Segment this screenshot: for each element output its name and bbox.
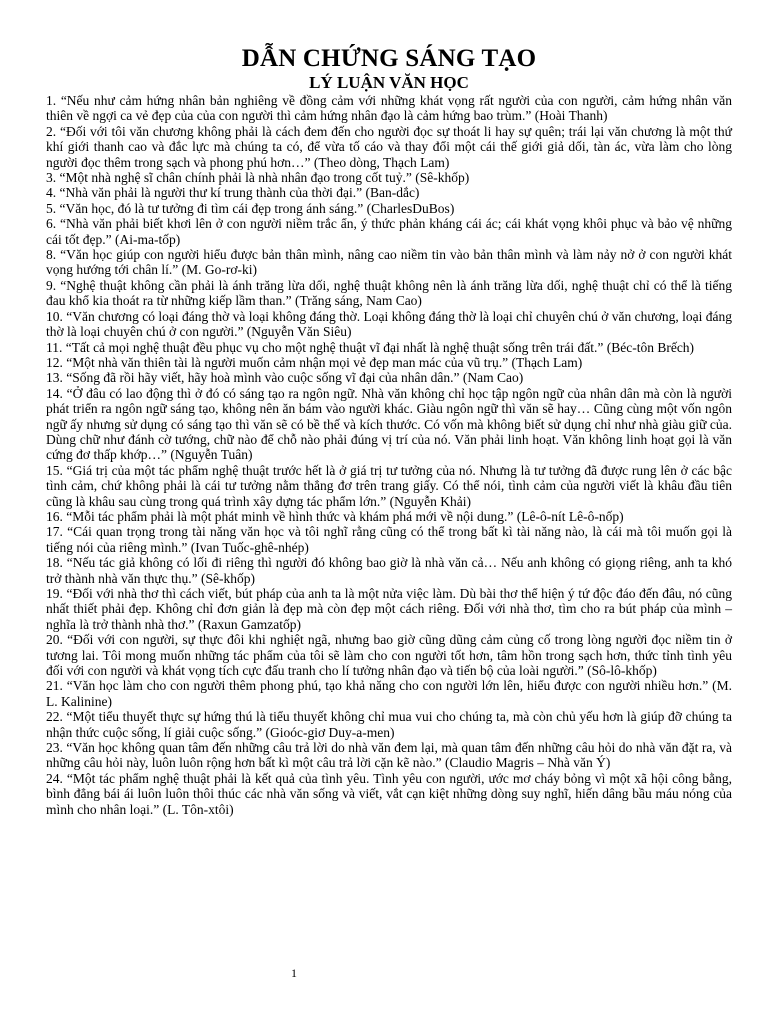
page-number: 1 [291, 966, 297, 980]
quote-item: 16. “Mỗi tác phẩm phải là một phát minh về hình thức và khám phá mới về nội dung.” (Lê-ô-nít Lê-ô-nốp) [46, 508, 624, 524]
quote-item: 11. “Tất cả mọi nghệ thuật đều phục vụ cho một nghệ thuật vĩ đại nhất là nghệ thuật sống trên trái đất.” (Béc-tôn Brếch) [46, 339, 695, 355]
quote-item: 2. “Đối với tôi văn chương không phải là cách đem đến cho người đọc sự thoát li hay sự quên; trái lại văn chương là một thứ khí giới thanh cao và đắc lực mà chúng ta có, để vừa tố cáo và thay đổi một cái thế giới giả dối, tàn ác, vừa làm cho lòng người đọc thêm trong sạch và phong phú hơn…” (Theo dòng, Thạch Lam) [46, 123, 732, 170]
quote-item: 8. “Văn học giúp con người hiểu được bản thân mình, nâng cao niềm tin vào bản thân mình và làm nảy nở ở con người khát vọng hướng tới chân lí.” (M. Go-rơ-ki) [46, 247, 732, 278]
quote-item: 1. “Nếu như cảm hứng nhân bản nghiêng về đồng cảm với những khát vọng rất người của con người, cảm hứng nhân văn thiên về ngợi ca vẻ đẹp của của con người thì cảm hứng nhân đạo là cảm hứng bao trùm.” (Hoài Thanh) [46, 93, 732, 124]
quote-item: 18. “Nếu tác giả không có lối đi riêng thì người đó không bao giờ là nhà văn cả… Nếu anh không có giọng riêng, anh ta khó trở thành nhà văn thực thụ.” (Sê-khốp) [46, 555, 732, 586]
document-title: DẪN CHỨNG SÁNG TẠO [241, 45, 537, 72]
quote-item: 3. “Một nhà nghệ sĩ chân chính phải là nhà nhân đạo trong cốt tuỷ.” (Sê-khốp) [46, 170, 470, 186]
quote-item: 6. “Nhà văn phải biết khơi lên ở con người niềm trắc ẩn, ý thức phản kháng cái ác; cái khát vọng khôi phục và bảo vệ những cái tốt đẹp.” (Ai-ma-tốp) [46, 216, 732, 247]
quote-item: 4. “Nhà văn phải là người thư kí trung thành của thời đại.” (Ban-dắc) [46, 185, 420, 201]
quote-item: 20. “Đối với con người, sự thực đôi khi nghiệt ngã, nhưng bao giờ cũng dũng cảm củng cố trong lòng người đọc niềm tin ở tương lai. Tôi mong muốn những tác phẩm của tôi sẽ làm cho con người tốt hơn, tâm hồn trong sạch hơn, thức tỉnh tình yêu đối với con người và khát vọng tích cực đấu tranh cho lí tưởng nhân đạo và tiến bộ của loài người.” (Sô-lô-khốp) [46, 632, 732, 679]
quote-item: 23. “Văn học không quan tâm đến những câu trả lời do nhà văn đem lại, mà quan tâm đến những câu hỏi do nhà văn đặt ra, và những câu hỏi này, luôn luôn rộng hơn bất kì một câu trả lời cặn kẽ nào.” (Claudio Magris – Nhà văn Ý) [46, 740, 732, 771]
quote-item: 14. “Ở đâu có lao động thì ở đó có sáng tạo ra ngôn ngữ. Nhà văn không chỉ học tập ngôn ngữ của nhân dân mà còn là người phát triển ra ngôn ngữ sáng tạo, không nên ăn bám vào người khác. Giàu ngôn ngữ thì văn sẽ hay… Cũng cùng một vốn ngôn ngữ ấy nhưng sử dụng có sáng tạo thì văn sẽ có bề thế và kích thước. Có vốn mà không biết sử dụng chỉ như nhà giàu giữ của. Dùng chữ như đánh cờ tướng, chữ nào để chỗ nào phải đúng vị trí của nó. Văn phải linh hoạt. Văn không linh hoạt gọi là văn cứng đơ thấp khớp…” (Nguyễn Tuân) [46, 385, 732, 463]
quote-list [46, 93, 732, 817]
page-footer [0, 966, 768, 980]
quote-item: 15. “Giá trị của một tác phẩm nghệ thuật trước hết là ở giá trị tư tưởng của nó. Nhưng là tư tưởng đã được rung lên ở các bậc tình cảm, chứ không phải là cái tư tưởng nằm thẳng đơ trên trang giấy. Có thể nói, tình cảm của người viết là khâu đầu tiên cũng là khâu sau cùng trong quá trình xây dựng tác phẩm lớn.” (Nguyễn Khải) [46, 462, 732, 509]
quote-item: 19. “Đối với nhà thơ thì cách viết, bút pháp của anh ta là một nửa việc làm. Dù bài thơ thể hiện ý tứ độc đáo đến đâu, nó cũng nhất thiết phải đẹp. Không chỉ đơn giản là đẹp mà còn đẹp một cách riêng. Đối với nhà thơ, tìm cho ra bút pháp của mình – nghĩa là trở thành nhà thơ.” (Raxun Gamzatốp) [46, 586, 732, 632]
quote-item: 17. “Cái quan trọng trong tài năng văn học và tôi nghĩ rằng cũng có thể trong bất kì tài năng nào, là cái mà tôi muốn gọi là tiếng nói của riêng mình.” (Ivan Tuốc-ghê-nhép) [46, 524, 732, 555]
quote-item: 5. “Văn học, đó là tư tưởng đi tìm cái đẹp trong ánh sáng.” (CharlesDuBos) [46, 200, 455, 216]
quote-item: 22. “Một tiểu thuyết thực sự hứng thú là tiểu thuyết không chỉ mua vui cho chúng ta, mà còn chủ yếu hơn là giúp đỡ chúng ta nhận thức cuộc sống, lí giải cuộc sống.” (Gioóc-giơ Duy-a-men) [46, 709, 732, 740]
quote-item: 9. “Nghệ thuật không cần phải là ánh trăng lừa dối, nghệ thuật không nên là ánh trăng lừa dối, nghệ thuật chỉ có thể là tiếng đau khổ kia thoát ra từ những kiếp lầm than.” (Trăng sáng, Nam Cao) [46, 277, 732, 309]
quote-item: 24. “Một tác phẩm nghệ thuật phải là kết quả của tình yêu. Tình yêu con người, ước mơ cháy bỏng vì một xã hội công bằng, bình đẳng bái ái luôn luôn thôi thúc các nhà văn sống và viết, vắt cạn kiệt những dòng suy nghĩ, hiến dâng bầu máu nóng của mình cho nhân loại.” (L. Tôn-xtôi) [46, 770, 732, 817]
quote-item: 13. “Sống đã rồi hãy viết, hãy hoà mình vào cuộc sống vĩ đại của nhân dân.” (Nam Cao) [46, 370, 524, 386]
document-page [46, 44, 732, 817]
quote-item: 12. “Một nhà văn thiên tài là người muốn cảm nhận mọi vẻ đẹp man mác của vũ trụ.” (Thạch Lam) [46, 354, 583, 370]
document-subtitle: LÝ LUẬN VĂN HỌC [309, 73, 469, 92]
quote-item: 21. “Văn học làm cho con người thêm phong phú, tạo khả năng cho con người lớn lên, hiểu được con người nhiều hơn.” (M. L. Kalinine) [46, 678, 732, 709]
quote-item: 10. “Văn chương có loại đáng thờ và loại không đáng thờ. Loại không đáng thờ là loại chỉ chuyên chú ở văn chương, loại đáng thờ là loại chuyên chú ở con người.” (Nguyễn Văn Siêu) [46, 308, 732, 340]
